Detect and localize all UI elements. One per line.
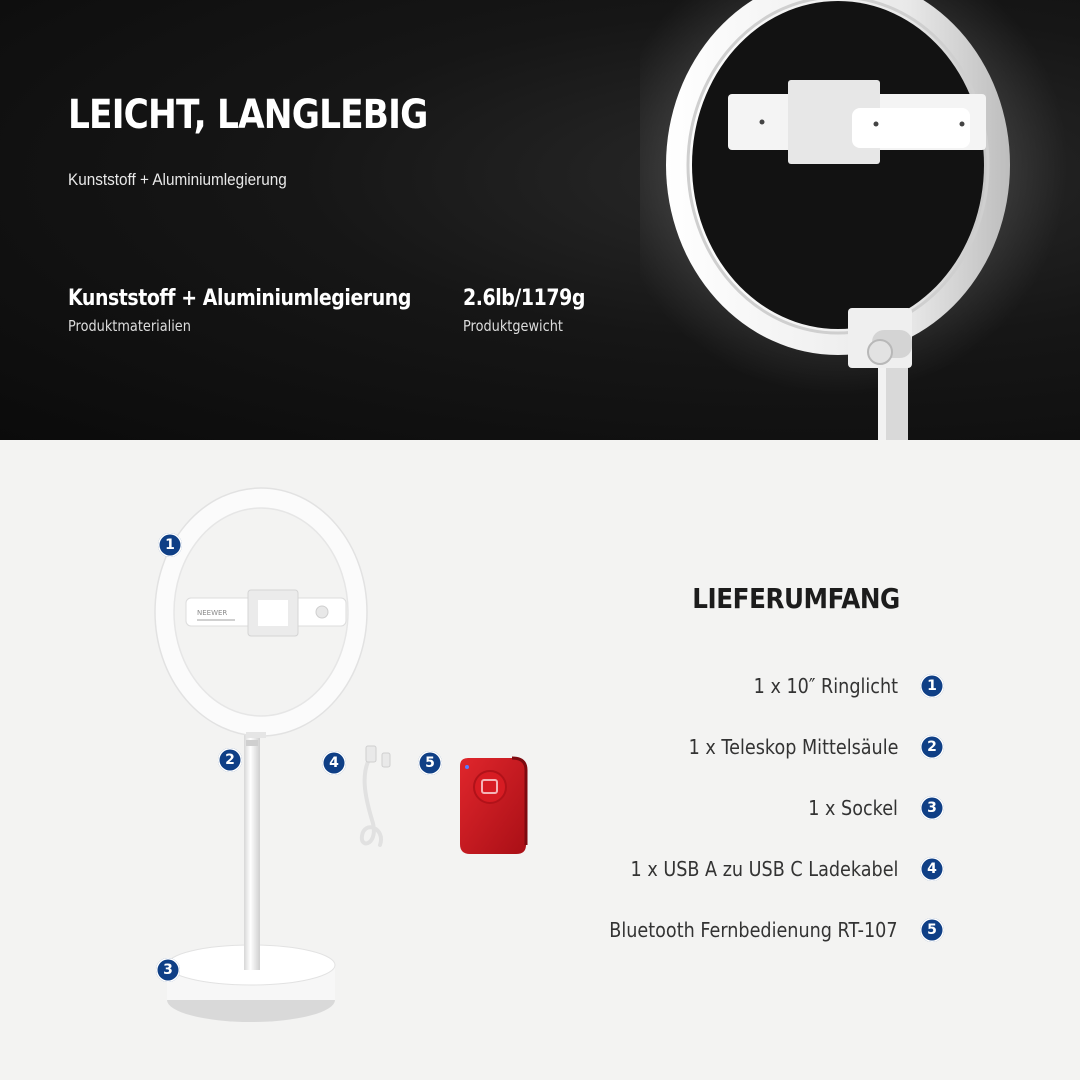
package-item-text: 1 x 10″ Ringlicht <box>753 674 898 698</box>
package-item <box>734 672 944 700</box>
package-item-text: 1 x Sockel <box>808 796 898 820</box>
feature-subline: Kunststoff + Aluminiumlegierung <box>68 170 287 189</box>
product-badge-5: 5 <box>418 751 442 775</box>
spec-weight-value: 2.6lb/1179g <box>463 286 585 311</box>
package-title: LIEFERUMFANG <box>692 582 900 615</box>
product-badge-2: 2 <box>218 748 242 772</box>
package-item-text: 1 x Teleskop Mittelsäule <box>688 735 898 759</box>
package-item-badge: 1 <box>920 674 944 698</box>
spec-materials-value: Kunststoff + Aluminiumlegierung <box>68 286 411 311</box>
product-badge-4: 4 <box>322 751 346 775</box>
package-panel <box>0 440 1080 1080</box>
package-item <box>796 794 944 822</box>
package-item-text: Bluetooth Fernbedienung RT-107 <box>609 918 898 942</box>
spec-weight-label: Produktgewicht <box>463 317 563 335</box>
spec-weight <box>463 286 605 335</box>
package-item-badge: 4 <box>920 857 944 881</box>
package-item-badge: 2 <box>920 735 944 759</box>
package-item <box>594 855 944 883</box>
feature-panel <box>0 0 1080 440</box>
spec-materials-label: Produktmaterialien <box>68 317 191 335</box>
ring-light-closeup-image <box>640 0 1080 440</box>
ring-light-logo: NEEWER <box>197 609 228 617</box>
package-item-badge: 5 <box>920 918 944 942</box>
spec-materials <box>68 286 467 335</box>
product-badge-1: 1 <box>158 533 182 557</box>
package-item-text: 1 x USB A zu USB C Ladekabel <box>630 857 898 881</box>
feature-headline: LEICHT, LANGLEBIG <box>68 92 428 138</box>
package-item <box>570 916 944 944</box>
product-badge-3: 3 <box>156 958 180 982</box>
package-contents-image <box>0 440 560 1080</box>
package-item <box>660 733 944 761</box>
package-item-badge: 3 <box>920 796 944 820</box>
